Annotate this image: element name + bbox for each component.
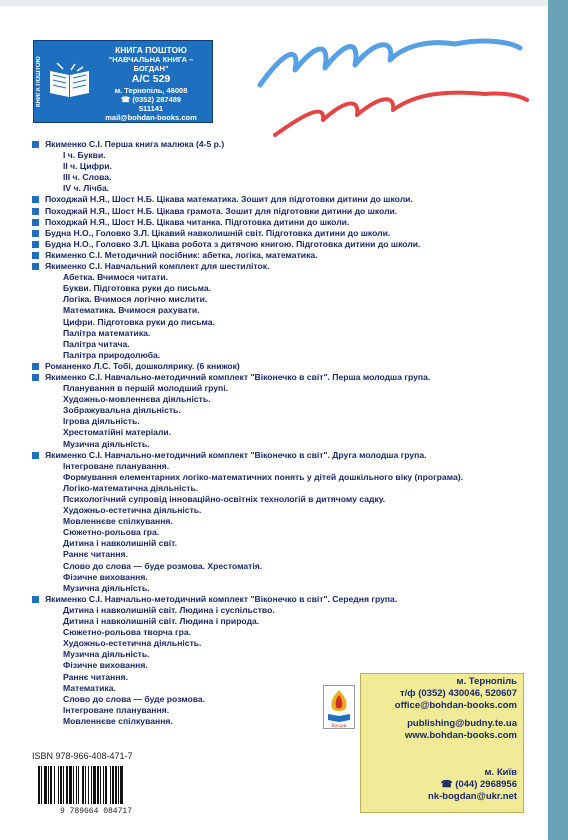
catalog-subitem: Раннє читання. [63, 671, 128, 682]
logo-line-city: м. Тернопіль, 46008 [114, 86, 188, 95]
catalog-item [32, 228, 542, 239]
city-ternopil: м. Тернопіль [456, 676, 517, 687]
catalog-item-title: Якименко С.І. Перша книга малюка (4-5 р.) [45, 139, 225, 149]
barcode-bar [120, 766, 123, 804]
logo-line-phone2: 511141 [138, 104, 164, 113]
catalog-item [32, 217, 542, 228]
logo-text-block [92, 45, 210, 122]
catalog-subitem: Букви. Підготовка руки до письма. [63, 283, 212, 294]
bullet-square-icon [32, 263, 39, 270]
catalog-list [32, 139, 542, 727]
catalog-subitem: Слово до слова — буде розмова. Хрестоматія. [63, 560, 263, 571]
catalog-subitem: Сюжетно-рольова творча гра. [63, 627, 192, 638]
open-book-icon [47, 61, 92, 101]
barcode-bar [73, 766, 74, 804]
catalog-subitem: Музична діяльність. [63, 649, 150, 660]
bullet-square-icon [32, 596, 39, 603]
bullet-square-icon [32, 196, 39, 203]
catalog-item [32, 372, 542, 383]
catalog-item-title: Походжай Н.Я., Шост Н.Б. Цікава грамота. Зошит для підготовки дитини до школи. [45, 205, 398, 216]
publisher-badge [323, 685, 355, 729]
catalog-subitem: Палітра природолюба. [63, 349, 161, 360]
catalog-item-title: Походжай Н.Я., Шост Н.Б. Цікава математика. Зошит для підготовки дитини до школи. [45, 194, 413, 205]
logo-line-po-box: А/С 529 [131, 73, 171, 85]
barcode-bar [97, 766, 99, 804]
catalog-subitem: Слово до слова — буде розмова. [63, 693, 206, 704]
catalog-subitem: Мовленнєве спілкування. [63, 715, 173, 726]
bullet-square-icon [32, 241, 39, 248]
isbn-label: ISBN 978-966-408-471-7 [32, 751, 133, 761]
catalog-subitem: Логіка. Вчимося логічно мислити. [63, 294, 208, 305]
catalog-item [32, 250, 542, 261]
barcode-bar [44, 766, 47, 804]
logo-line-phone: ☎ (0352) 287489 [120, 95, 182, 104]
catalog-item-title: Якименко С.І. Навчальний комплект для шестиліток. [45, 261, 270, 272]
website-link[interactable]: www.bohdan-books.com [404, 730, 517, 741]
catalog-subitem: Фізичне виховання. [63, 571, 148, 582]
barcode-bar [60, 766, 62, 804]
barcode-bar [118, 766, 119, 804]
barcode-bar [69, 766, 72, 804]
catalog-subitem: Мовленнєве спілкування. [63, 516, 173, 527]
flame-book-icon [324, 686, 354, 728]
bullet-square-icon [32, 452, 39, 459]
catalog-subitem: Палітра математика. [63, 327, 151, 338]
barcode-bar [78, 766, 79, 804]
catalog-item-title: Якименко С.І. Методичний посібник: абетка, логіка, математика. [45, 249, 318, 260]
catalog-subitem: Ігрова діяльність. [63, 416, 140, 427]
cover-spine-edge [548, 0, 568, 840]
catalog-subitem: Художньо-мовленнєва діяльність. [63, 394, 211, 405]
catalog-item [32, 239, 542, 250]
catalog-item [32, 594, 542, 605]
catalog-subitem: Логіко-математична діяльність. [63, 482, 199, 493]
phone-kyiv: ☎ (044) 2968956 [440, 779, 517, 790]
barcode-bar [100, 766, 101, 804]
catalog-item [32, 261, 542, 272]
logo-line-email: mail@bohdan-books.com [105, 113, 197, 122]
bullet-square-icon [32, 230, 39, 237]
catalog-item-title: Будна Н.О., Головко З.Л. Цікава робота з дитячою книгою. Підготовка дитини до школи. [45, 238, 421, 249]
barcode-bar [93, 766, 96, 804]
city-kyiv: м. Київ [484, 767, 517, 778]
barcode-bar [115, 766, 117, 804]
catalog-item-title: Будна Н.О., Головко З.Л. Цікавий навколишній світ. Підготовка дитини до школи. [45, 227, 391, 238]
catalog-subitem: Сюжетно-рольова гра. [63, 527, 160, 538]
catalog-subitem: Психологічний супровід інноваційно-освітніх технологій в дитячому садку. [63, 494, 386, 504]
catalog-subitem: Зображувальна діяльність. [63, 405, 181, 416]
catalog-subitem: ІІІ ч. Слова. [63, 172, 112, 183]
logo-line-publisher: "НАВЧАЛЬНА КНИГА – БОГДАН" [108, 55, 194, 73]
logo-line-title: КНИГА ПОШТОЮ [115, 45, 187, 55]
catalog-item [32, 194, 542, 205]
catalog-subitem: Художньо-естетична діяльність. [63, 505, 202, 516]
email-office[interactable]: office@bohdan-books.com [394, 700, 517, 711]
barcode-bar [110, 766, 111, 804]
catalog-item-title: Якименко С.І. Навчально-методичний комплект "Віконечко в світ". Друга молодша група. [45, 449, 427, 460]
top-edge [0, 0, 548, 6]
barcode-bar [88, 766, 89, 804]
barcode-bar [82, 766, 84, 804]
bullet-square-icon [32, 219, 39, 226]
barcode-bar [105, 766, 107, 804]
bullet-square-icon [32, 252, 39, 259]
catalog-subitem: Художньо-естетична діяльність. [63, 638, 202, 649]
bullet-square-icon [32, 374, 39, 381]
catalog-item-title: Походжай Н.Я., Шост Н.Б. Цікава читанка. Підготовка дитини до школи. [45, 216, 350, 227]
email-kyiv[interactable]: nk-bogdan@ukr.net [428, 791, 517, 802]
barcode-bar [63, 766, 64, 804]
contact-box [360, 673, 524, 813]
catalog-subitem: Музична діяльність. [63, 438, 150, 449]
email-publishing[interactable]: publishing@budny.te.ua [407, 718, 517, 729]
crayon-scribble-decoration [255, 30, 535, 145]
barcode-bar [38, 766, 40, 804]
catalog-subitem: Формування елементарних логіко-математичних понять у дітей дошкільного віку (програма). [63, 471, 463, 482]
catalog-subitem: ІІ ч. Цифри. [63, 161, 112, 172]
bullet-square-icon [32, 208, 39, 215]
publisher-mail-order-logo [33, 40, 213, 123]
catalog-subitem: Дитина і навколишній світ. Людина і природа. [63, 616, 260, 627]
phone-ternopil: т/ф (0352) 430046, 520607 [399, 688, 517, 699]
barcode-bar [58, 766, 59, 804]
bullet-square-icon [32, 363, 39, 370]
catalog-subitem: Палітра читача. [63, 338, 130, 349]
barcode-bar [41, 766, 42, 804]
barcode [32, 764, 160, 814]
catalog-subitem: Музична діяльність. [63, 582, 150, 593]
catalog-subitem: Цифри. Підготовка руки до письма. [63, 316, 215, 327]
catalog-subitem: Інтегроване планування. [63, 460, 170, 471]
catalog-subitem: Інтегроване планування. [63, 704, 170, 715]
barcode-bar [112, 766, 114, 804]
catalog-item-title: Якименко С.І. Навчально-методичний комплект "Віконечко в світ". Перша молодша група. [45, 371, 431, 382]
barcode-bar [66, 766, 68, 804]
barcode-bar [48, 766, 49, 804]
catalog-subitem: Планування в першій молодший групі. [63, 383, 229, 394]
barcode-bar [91, 766, 92, 804]
catalog-subitem: Дитина і навколишній світ. Людина і суспільство. [63, 604, 275, 615]
catalog-subitem: Хрестоматійні матеріали. [63, 427, 172, 438]
catalog-subitem: Абетка. Вчимося читати. [63, 272, 168, 283]
catalog-subitem: Фізичне виховання. [63, 660, 148, 671]
catalog-item [32, 450, 542, 461]
catalog-subitem: Дитина і навколишній світ. [63, 538, 177, 549]
catalog-item-title: Романенко Л.С. Тобі, дошколярику. (6 книжок) [45, 360, 240, 371]
barcode-bar [76, 766, 77, 804]
bullet-square-icon [32, 141, 39, 148]
catalog-item-title: Якименко С.І. Навчально-методичний комплект "Віконечко в світ". Середня група. [45, 593, 398, 604]
barcode-bar [103, 766, 104, 804]
logo-side-text: КНИГА ПОШТОЮ [36, 56, 42, 107]
barcode-bar [85, 766, 86, 804]
catalog-subitem: Раннє читання. [63, 549, 128, 560]
catalog-subitem: І ч. Букви. [63, 150, 106, 161]
catalog-subitem: Математика. [63, 682, 116, 693]
badge-label: Богдан [331, 724, 347, 728]
catalog-subitem: ІV ч. Лічба. [63, 183, 110, 194]
barcode-bar [50, 766, 52, 804]
barcode-digits: 9 789664 084717 [59, 807, 133, 814]
barcode-bar [54, 766, 55, 804]
catalog-item [32, 139, 542, 150]
catalog-item [32, 206, 542, 217]
catalog-item [32, 361, 542, 372]
catalog-subitem: Математика. Вчимося рахувати. [63, 305, 200, 316]
